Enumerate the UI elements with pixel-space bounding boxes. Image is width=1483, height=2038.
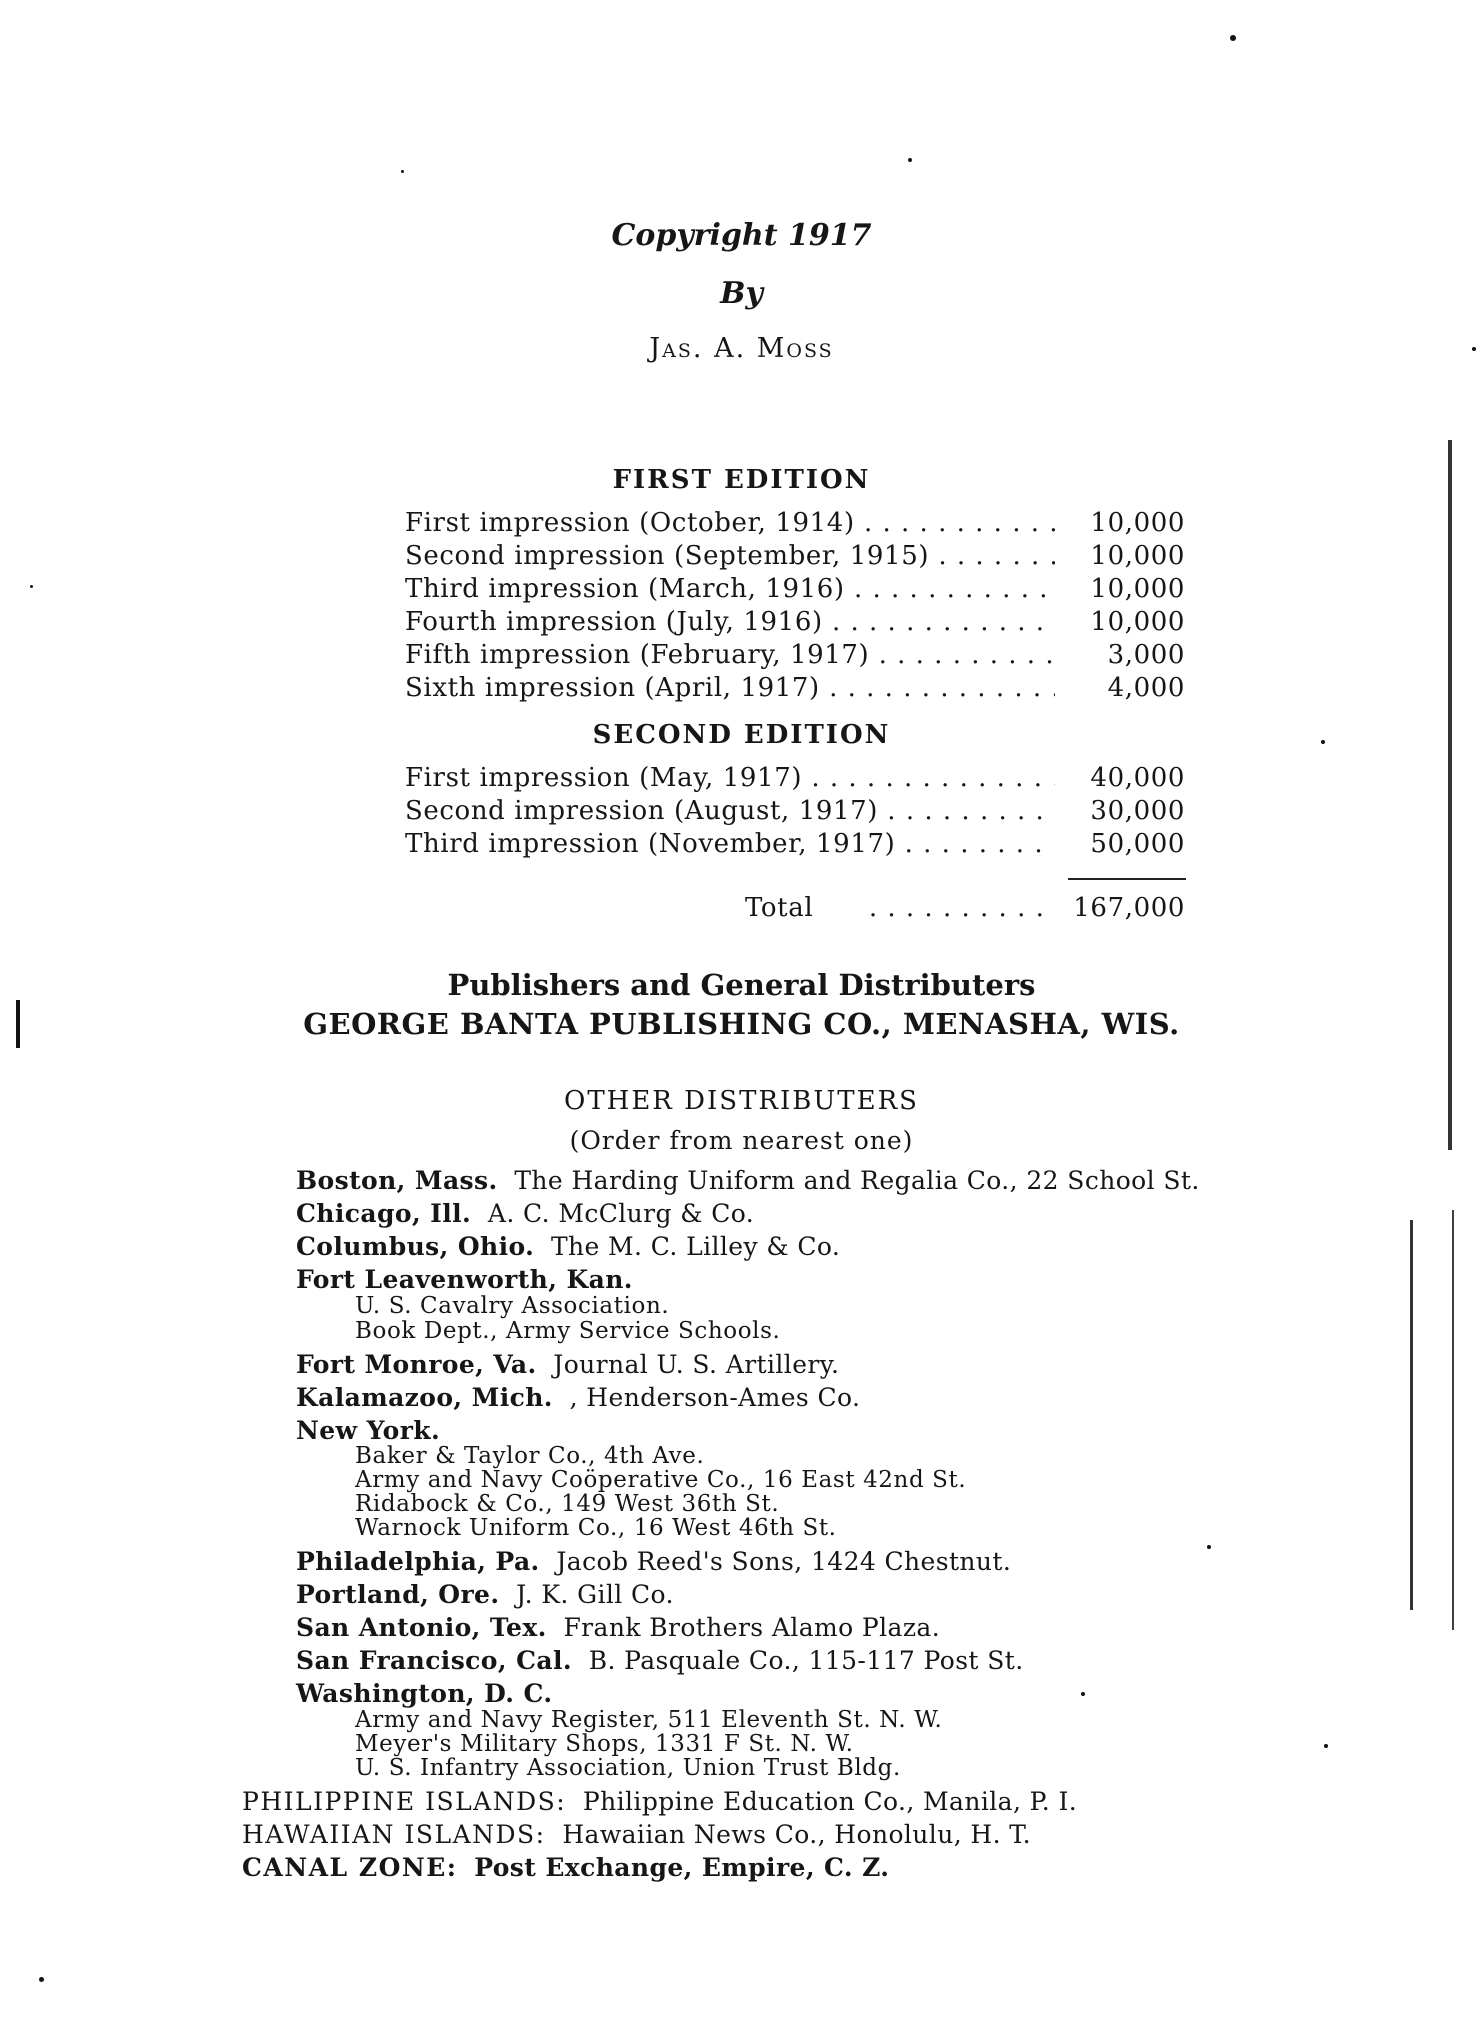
- impression-row: [405, 671, 1185, 705]
- scan-speck: [39, 1977, 44, 1982]
- publishers-heading: Publishers and General Distributers: [447, 968, 1036, 1002]
- distributer-entry: [296, 1166, 1200, 1195]
- distributer-detail: , Henderson-Ames Co.: [569, 1383, 861, 1412]
- distributer-entry: [296, 1383, 860, 1412]
- impression-count: 10,000: [1090, 541, 1185, 571]
- distributer-subentry: Ridabock & Co., 149 West 36th St.: [355, 1491, 780, 1517]
- region-name: HAWAIIAN ISLANDS:: [242, 1820, 546, 1849]
- region-entry: [242, 1787, 1077, 1816]
- impression-row: [405, 572, 1185, 606]
- distributer-detail: The M. C. Lilley & Co.: [550, 1232, 841, 1261]
- scan-speck: [401, 170, 404, 173]
- scan-speck: [1321, 740, 1325, 744]
- publisher-name: GEORGE BANTA PUBLISHING CO., MENASHA, WIS.: [303, 1007, 1180, 1041]
- distributer-detail: J. K. Gill Co.: [516, 1580, 674, 1609]
- region-entry: [242, 1853, 889, 1882]
- impression-row: [405, 827, 1185, 861]
- scan-speck: [1472, 347, 1476, 351]
- distributer-subentry: Baker & Taylor Co., 4th Ave.: [355, 1443, 705, 1469]
- region-entry: [242, 1820, 1031, 1849]
- distributer-city: Philadelphia, Pa.: [296, 1547, 540, 1576]
- distributer-detail: Jacob Reed's Sons, 1424 Chestnut.: [556, 1547, 1012, 1576]
- scan-speck: [1324, 1744, 1328, 1748]
- scan-edge-mark: [1448, 440, 1452, 1150]
- distributer-city: Fort Monroe, Va.: [296, 1350, 537, 1379]
- impression-count: 50,000: [1090, 829, 1185, 859]
- impression-label: First impression (October, 1914) . . .: [405, 508, 1055, 538]
- impression-label: First impression (May, 1917) . . .: [405, 763, 1055, 793]
- distributer-subentry: Meyer's Military Shops, 1331 F St. N. W.: [355, 1731, 854, 1757]
- distributer-detail: Frank Brothers Alamo Plaza.: [563, 1613, 941, 1642]
- region-detail: Hawaiian News Co., Honolulu, H. T.: [562, 1820, 1032, 1849]
- scan-speck: [30, 585, 33, 588]
- impression-row: [405, 539, 1185, 573]
- distributer-entry: [296, 1580, 674, 1609]
- distributer-subentry: U. S. Infantry Association, Union Trust Bldg.: [355, 1755, 901, 1781]
- distributer-entry: [296, 1265, 633, 1294]
- copyright-line: Copyright 1917: [611, 218, 872, 253]
- impression-label: Second impression (September, 1915) . . .: [405, 541, 1055, 571]
- distributer-entry: [296, 1547, 1011, 1576]
- region-name: CANAL ZONE:: [242, 1853, 458, 1882]
- distributer-city: Chicago, Ill.: [296, 1199, 472, 1228]
- distributer-entry: [296, 1199, 754, 1228]
- distributer-entry: [296, 1416, 440, 1445]
- impression-row: [405, 761, 1185, 795]
- impression-row: [405, 794, 1185, 828]
- impression-label: Fifth impression (February, 1917) . . .: [405, 640, 1055, 670]
- author-name: Jas. A. Moss: [649, 333, 834, 364]
- distributer-city: Boston, Mass.: [296, 1166, 498, 1195]
- distributer-subentry: Book Dept., Army Service Schools.: [355, 1318, 781, 1344]
- distributer-subentry: Army and Navy Register, 511 Eleventh St. N. W.: [355, 1707, 943, 1733]
- distributer-entry: [296, 1646, 1024, 1675]
- distributer-city: Fort Leavenworth, Kan.: [296, 1265, 633, 1294]
- total-count: 167,000: [1073, 893, 1185, 923]
- scan-speck: [1230, 35, 1236, 41]
- scan-edge-mark: [1452, 1210, 1454, 1630]
- scan-edge-mark: [1410, 1220, 1413, 1610]
- scan-edge-mark: [16, 1000, 20, 1048]
- impression-count: 30,000: [1090, 796, 1185, 826]
- total-label: Total . . .: [745, 893, 1055, 923]
- distributer-detail: B. Pasquale Co., 115-117 Post St.: [588, 1646, 1024, 1675]
- impression-label: Third impression (November, 1917) . . .: [405, 829, 1055, 859]
- impression-count: 3,000: [1107, 640, 1185, 670]
- scan-speck: [908, 158, 912, 162]
- scan-speck: [1207, 1545, 1211, 1549]
- distributer-entry: [296, 1613, 940, 1642]
- distributer-entry: [296, 1350, 839, 1379]
- region-name: PHILIPPINE ISLANDS:: [242, 1787, 567, 1816]
- impression-label: Sixth impression (April, 1917) . . .: [405, 673, 1055, 703]
- distributer-city: San Antonio, Tex.: [296, 1613, 547, 1642]
- distributer-entry: [296, 1679, 552, 1708]
- by-line: By: [720, 276, 763, 311]
- scan-speck: [1081, 1692, 1085, 1696]
- second-edition-heading: SECOND EDITION: [592, 720, 891, 750]
- distributer-detail: The Harding Uniform and Regalia Co., 22 School St.: [514, 1166, 1200, 1195]
- impression-row: [405, 605, 1185, 639]
- distributer-subentry: Warnock Uniform Co., 16 West 46th St.: [355, 1515, 837, 1541]
- first-edition-heading: FIRST EDITION: [612, 465, 871, 495]
- distributer-city: San Francisco, Cal.: [296, 1646, 572, 1675]
- impression-label: Third impression (March, 1916) . . .: [405, 574, 1055, 604]
- impression-count: 10,000: [1090, 607, 1185, 637]
- total-rule: [1068, 878, 1186, 880]
- distributer-city: Columbus, Ohio.: [296, 1232, 535, 1261]
- impression-label: Fourth impression (July, 1916) . . .: [405, 607, 1055, 637]
- distributer-detail: A. C. McClurg & Co.: [487, 1199, 755, 1228]
- distributer-city: Kalamazoo, Mich.: [296, 1383, 553, 1412]
- impression-count: 40,000: [1090, 763, 1185, 793]
- region-detail: Post Exchange, Empire, C. Z.: [474, 1853, 890, 1882]
- impression-row: [405, 638, 1185, 672]
- distributer-subentry: U. S. Cavalry Association.: [355, 1293, 670, 1319]
- impression-count: 4,000: [1107, 673, 1185, 703]
- distributer-city: Washington, D. C.: [296, 1679, 553, 1708]
- total-row: [745, 891, 1185, 925]
- other-distributers-note: (Order from nearest one): [569, 1126, 914, 1155]
- distributer-entry: [296, 1232, 840, 1261]
- distributer-detail: Journal U. S. Artillery.: [553, 1350, 840, 1379]
- impression-label: Second impression (August, 1917) . . .: [405, 796, 1055, 826]
- impression-row: [405, 506, 1185, 540]
- impression-count: 10,000: [1090, 574, 1185, 604]
- impression-count: 10,000: [1090, 508, 1185, 538]
- distributer-city: Portland, Ore.: [296, 1580, 500, 1609]
- region-detail: Philippine Education Co., Manila, P. I.: [582, 1787, 1078, 1816]
- distributer-city: New York.: [296, 1416, 441, 1445]
- distributer-subentry: Army and Navy Coöperative Co., 16 East 42nd St.: [355, 1467, 967, 1493]
- other-distributers-heading: OTHER DISTRIBUTERS: [564, 1086, 919, 1116]
